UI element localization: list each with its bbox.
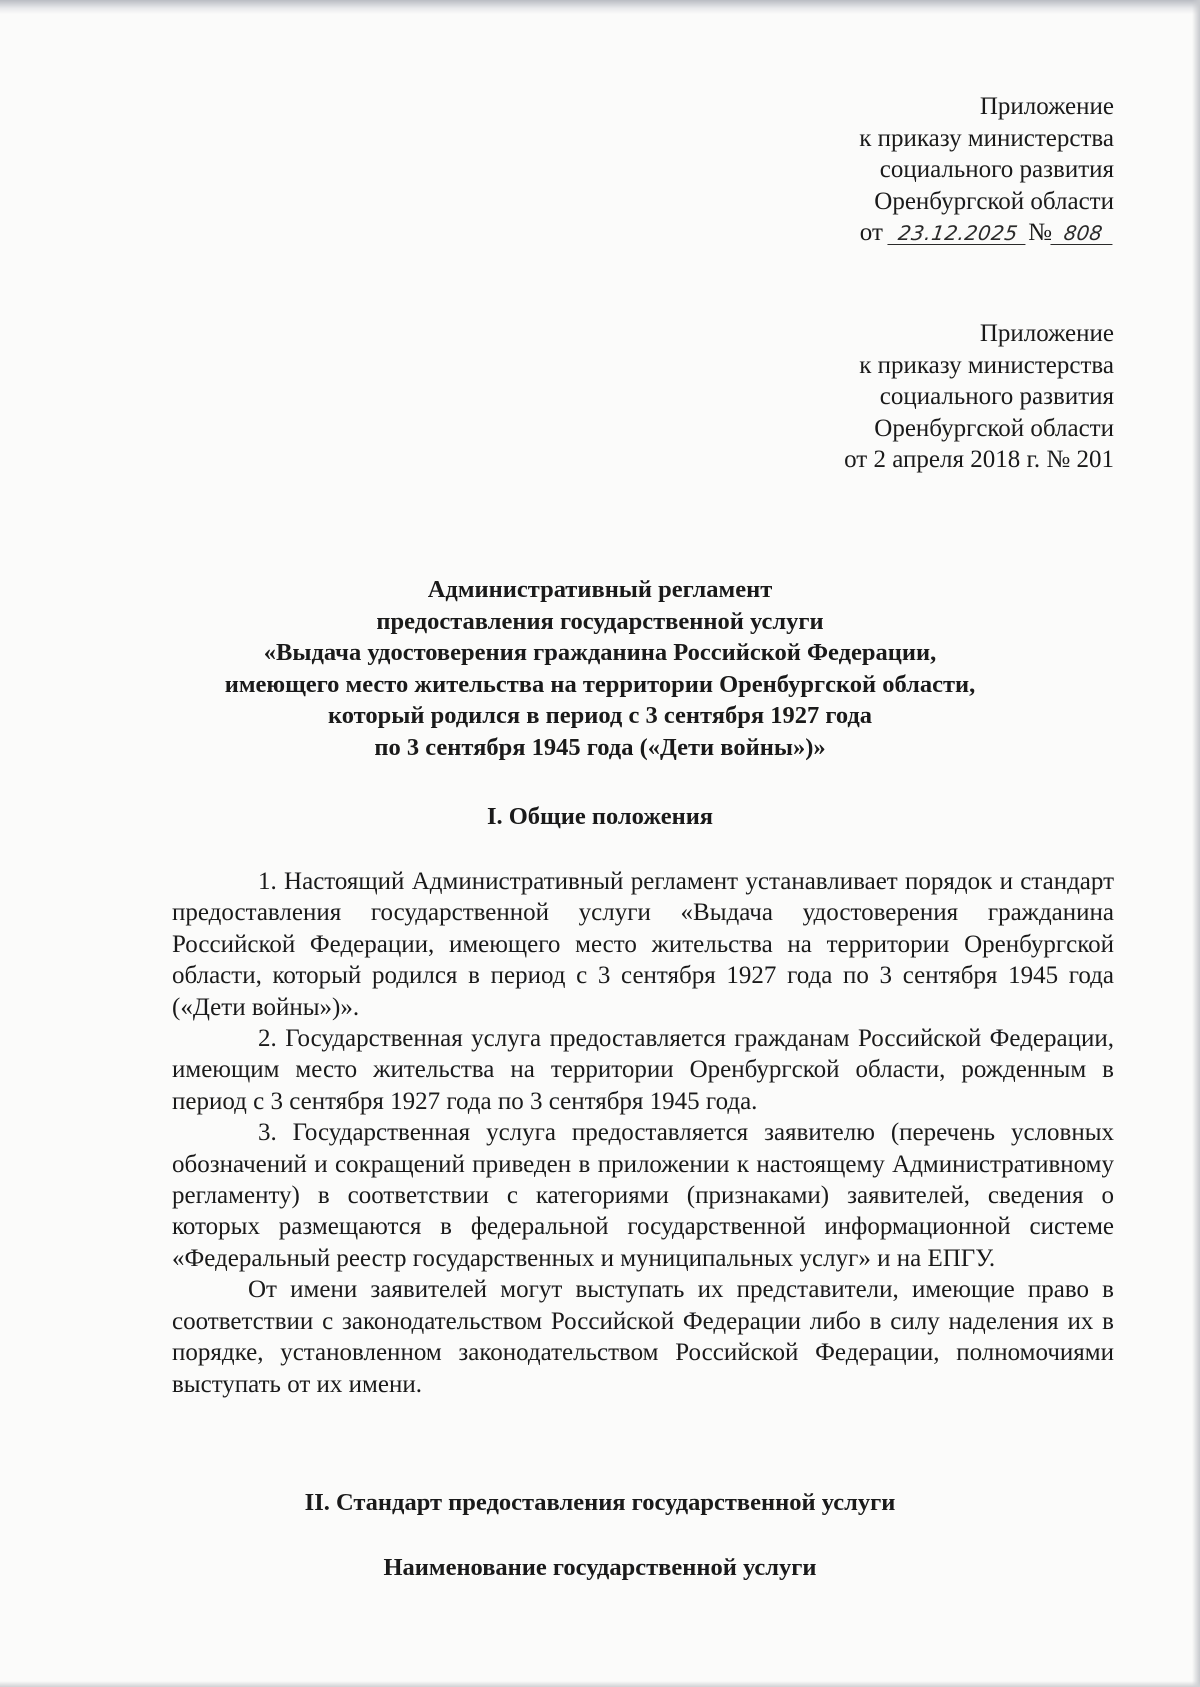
approval-line: к приказу министерства: [859, 124, 1114, 152]
date-prefix: от: [859, 219, 883, 246]
approval-line: Приложение: [979, 320, 1114, 347]
approval-line: социального развития: [879, 383, 1114, 410]
approval-line: от 2 апреля 2018 г. № 201: [844, 446, 1114, 473]
title-line: по 3 сентября 1945 года («Дети войны»)»: [374, 733, 826, 761]
paragraph-1: 1. Настоящий Административный регламент устанавливает порядок и стандарт предоставления государственной услуги «Выдача удостоверения гражданина Российской Федерации, имеющего место жительства на территории Оренбургской области, который родился в период с 3 сентября 1927 года по 3 сентября 1945 года («Дети войны»)».: [172, 868, 1114, 1021]
approval-line: Приложение: [979, 93, 1114, 120]
handwritten-number: 808: [1050, 222, 1115, 245]
subsection-heading-service-name: Наименование государственной услуги: [383, 1554, 817, 1581]
title-line: «Выдача удостоверения гражданина Российской Федерации,: [263, 639, 937, 666]
title-line: Административный регламент: [427, 576, 773, 603]
section-body-general: [172, 866, 1114, 1400]
scan-edge-bottom: [0, 1681, 1200, 1687]
paragraph-4: От имени заявителей могут выступать их представители, имеющие право в соответствии с законодательством Российской Федерации либо в силу наделения их в порядке, установленном законодательством Российской Федерации, полномочиями выступать от их имени.: [172, 1276, 1114, 1398]
scan-edge-top: [0, 0, 1200, 14]
document-title: [150, 574, 1050, 763]
title-line: который родился в период с 3 сентября 1927 года: [327, 702, 873, 729]
approval-line: Оренбургской области: [874, 187, 1114, 215]
scan-edge-right: [1192, 0, 1200, 1687]
title-line: имеющего место жительства на территории Оренбургской области,: [224, 670, 976, 698]
paragraph-3: 3. Государственная услуга предоставляется заявителю (перечень условных обозначений и сокращений приведен в приложении к настоящему Административному регламенту) в соответствии с категориями (признаками) заявителей, сведения о которых размещаются в федеральной государственной информационной системе «Федеральный реестр государственных и муниципальных услуг» и на ЕПГУ.: [172, 1119, 1114, 1272]
approval-block-original: [844, 318, 1114, 476]
approval-line: к приказу министерства: [859, 351, 1114, 379]
handwritten-date: 23.12.2025: [888, 222, 1029, 245]
approval-line: социального развития: [879, 156, 1114, 183]
paragraph-2: 2. Государственная услуга предоставляется гражданам Российской Федерации, имеющим место жительства на территории Оренбургской области, рожденным в период с 3 сентября 1927 года по 3 сентября 1945 года.: [172, 1025, 1114, 1115]
approval-line: Оренбургской области: [874, 414, 1114, 442]
approval-block-current: [859, 91, 1114, 249]
section-heading-standard: II. Стандарт предоставления государственной услуги: [304, 1489, 896, 1516]
title-line: предоставления государственной услуги: [376, 607, 824, 635]
approval-date-line: [859, 217, 1114, 249]
number-sign: №: [1028, 219, 1052, 246]
section-heading-general: I. Общие положения: [486, 803, 714, 830]
